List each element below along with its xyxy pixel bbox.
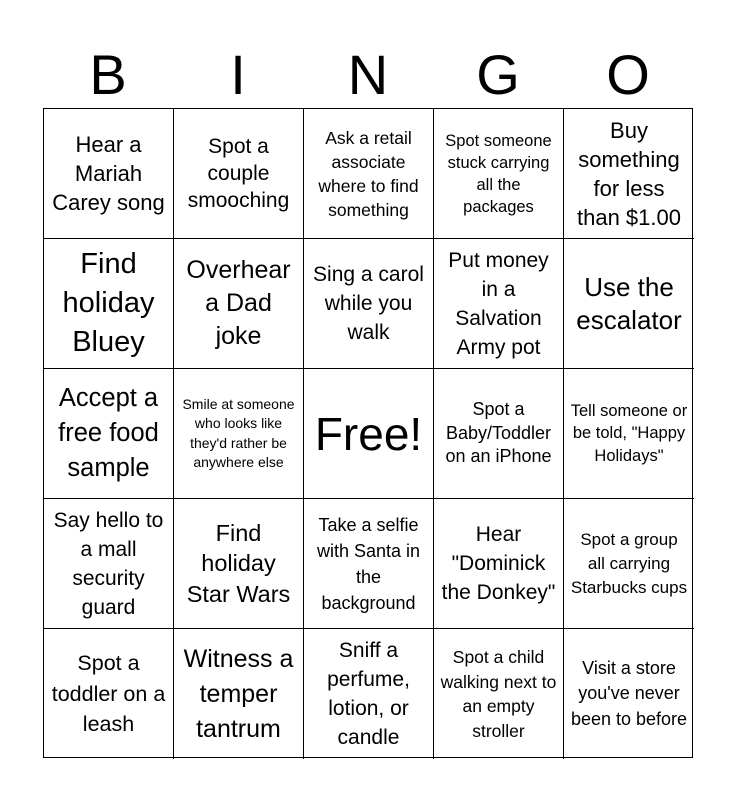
bingo-cell[interactable]: [174, 109, 304, 239]
bingo-cell[interactable]: [44, 499, 174, 629]
cell-text: Use the escalator: [576, 271, 682, 335]
bingo-cell[interactable]: [564, 369, 694, 499]
bingo-cell[interactable]: [434, 369, 564, 499]
cell-text: Buy something for less than $1.00: [577, 117, 681, 230]
bingo-cell[interactable]: [434, 499, 564, 629]
bingo-header: [43, 42, 693, 108]
cell-text: Accept a free food sample: [58, 384, 159, 482]
bingo-cell[interactable]: [564, 239, 694, 369]
cell-text: Say hello to a mall security guard: [53, 508, 164, 619]
free-space-label: Free!: [314, 407, 423, 460]
cell-text: Hear a Mariah Carey song: [52, 132, 165, 215]
bingo-cell[interactable]: [44, 239, 174, 369]
cell-text: Spot a Baby/Toddler on an iPhone: [445, 399, 552, 467]
cell-text: Tell someone or be told, "Happy Holidays": [570, 401, 688, 465]
bingo-cell[interactable]: [174, 629, 304, 759]
bingo-cell[interactable]: [564, 499, 694, 629]
cell-text: Hear "Dominick the Donkey": [441, 523, 556, 604]
bingo-cell[interactable]: [44, 109, 174, 239]
bingo-cell[interactable]: [174, 239, 304, 369]
bingo-cell[interactable]: [44, 369, 174, 499]
cell-text: Smile at someone who looks like they'd rather be anywhere else: [182, 395, 295, 470]
bingo-cell[interactable]: [304, 109, 434, 239]
header-letter-n: N: [347, 43, 389, 106]
bingo-cell[interactable]: [174, 369, 304, 499]
cell-text: Sing a carol while you walk: [313, 263, 424, 344]
cell-text: Put money in a Salvation Army pot: [448, 248, 549, 359]
bingo-cell[interactable]: [434, 109, 564, 239]
cell-text: Overhear a Dad joke: [186, 256, 291, 350]
bingo-cell[interactable]: [304, 629, 434, 759]
bingo-cell[interactable]: [44, 629, 174, 759]
header-letter-i: I: [230, 43, 246, 106]
cell-text: Spot a toddler on a leash: [51, 651, 166, 737]
cell-text: Visit a store you've never been to before: [570, 657, 688, 729]
bingo-board: [43, 108, 693, 758]
header-letter-b: B: [89, 43, 127, 106]
cell-text: Spot someone stuck carrying all the packages: [445, 131, 552, 216]
cell-text: Spot a couple smooching: [187, 135, 290, 212]
bingo-cell[interactable]: [434, 239, 564, 369]
header-letter-o: O: [606, 43, 650, 106]
cell-text: Spot a group all carrying Starbucks cups: [570, 529, 688, 597]
cell-text: Witness a temper tantrum: [183, 644, 294, 743]
cell-text: Spot a child walking next to an empty stroller: [440, 647, 557, 741]
bingo-cell[interactable]: [174, 499, 304, 629]
bingo-cell[interactable]: [304, 239, 434, 369]
bingo-cell[interactable]: [564, 629, 694, 759]
cell-text: Sniff a perfume, lotion, or candle: [327, 639, 410, 749]
cell-text: Take a selfie with Santa in the background: [316, 514, 421, 613]
bingo-cell[interactable]: [304, 499, 434, 629]
cell-text: Find holiday Star Wars: [186, 519, 291, 607]
bingo-cell[interactable]: [434, 629, 564, 759]
header-letter-g: G: [476, 43, 520, 106]
cell-text: Ask a retail associate where to find something: [318, 127, 419, 220]
cell-text: Find holiday Bluey: [62, 248, 155, 358]
free-space-cell[interactable]: [304, 369, 434, 499]
bingo-cell[interactable]: [564, 109, 694, 239]
